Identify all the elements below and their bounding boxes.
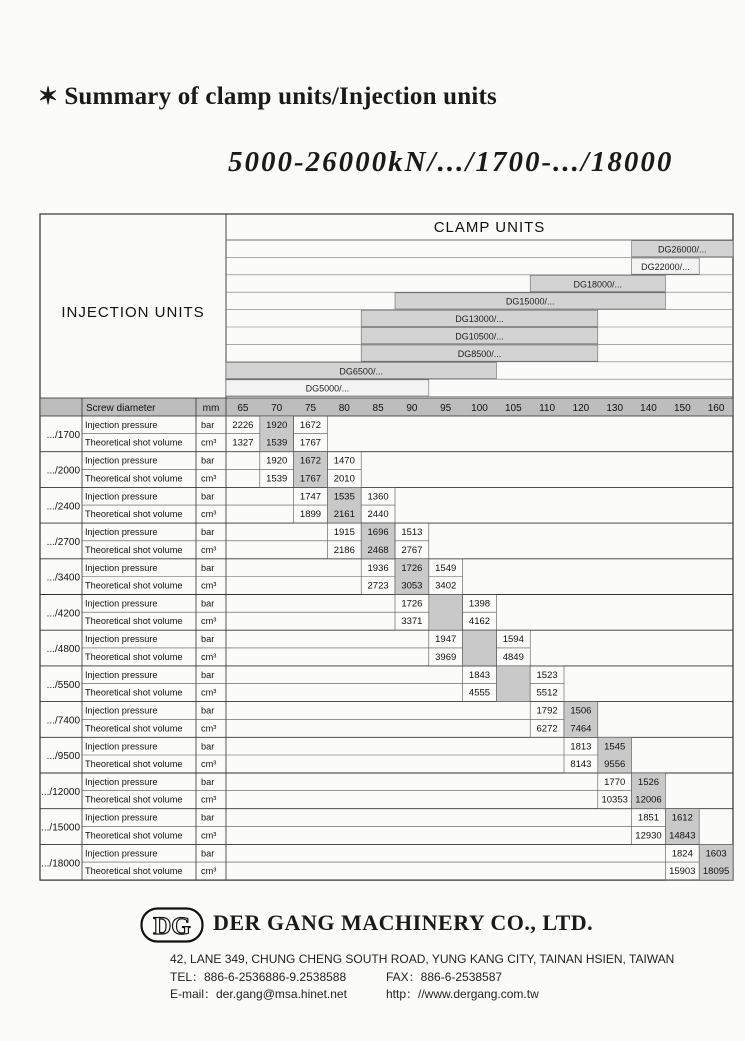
pressure-unit: bar — [201, 848, 215, 859]
diameter-header: 120 — [572, 403, 590, 414]
pressure-unit: bar — [201, 741, 215, 752]
volume-row-label: Theoretical shot volume — [85, 580, 183, 591]
volume-unit: cm³ — [201, 687, 217, 698]
volume-value: 3371 — [401, 616, 423, 628]
volume-row-label: Theoretical shot volume — [85, 616, 183, 627]
clamp-band-label: DG10500/... — [455, 331, 504, 342]
diameter-header: 80 — [338, 403, 350, 414]
injection-unit-label: .../5500 — [46, 679, 80, 691]
pressure-value: 2226 — [232, 420, 254, 431]
volume-value: 1767 — [299, 473, 322, 485]
clamp-band-label: DG15000/... — [505, 296, 555, 307]
pressure-unit: bar — [201, 491, 215, 502]
pressure-row-label: Injection pressure — [85, 812, 158, 823]
pressure-row-label: Injection pressure — [85, 741, 158, 752]
volume-row-label: Theoretical shot volume — [85, 723, 183, 734]
pressure-unit: bar — [201, 420, 215, 430]
pressure-value: 1535 — [333, 491, 355, 503]
pressure-value: 1747 — [299, 491, 322, 503]
pressure-row-label: Injection pressure — [85, 634, 158, 645]
injection-unit-label: .../4200 — [46, 608, 80, 620]
volume-value: 2161 — [333, 509, 355, 521]
injection-unit-label: .../15000 — [41, 822, 80, 834]
pressure-unit: bar — [201, 669, 215, 680]
pressure-row-label: Injection pressure — [85, 420, 158, 430]
volume-value: 4849 — [502, 651, 524, 663]
pressure-row-label: Injection pressure — [85, 562, 158, 573]
clamp-band-label: DG22000/... — [641, 261, 690, 272]
pressure-value: 1526 — [637, 777, 660, 788]
pressure-unit: bar — [201, 705, 215, 716]
volume-unit: cm³ — [201, 509, 217, 520]
clamp-band-label: DG5000/... — [305, 383, 350, 394]
volume-value: 2440 — [367, 509, 389, 521]
volume-value: 2468 — [367, 544, 389, 556]
pressure-value: 1470 — [333, 455, 355, 467]
pressure-value: 1726 — [401, 562, 423, 574]
pressure-value: 1851 — [637, 812, 660, 824]
value-cell — [429, 595, 463, 631]
volume-value: 2010 — [333, 473, 355, 485]
pressure-value: 1726 — [401, 598, 423, 610]
volume-value: 12930 — [635, 830, 662, 842]
clamp-band-label: DG13000/... — [455, 314, 504, 325]
volume-unit: cm³ — [201, 651, 217, 662]
volume-row-label: Theoretical shot volume — [85, 866, 183, 877]
volume-row-label: Theoretical shot volume — [85, 794, 183, 805]
diameter-header: 140 — [640, 403, 657, 414]
volume-value: 6272 — [536, 723, 558, 735]
diameter-header: 75 — [304, 403, 317, 414]
pressure-row-label: Injection pressure — [85, 848, 158, 859]
volume-row-label: Theoretical shot volume — [85, 759, 183, 769]
volume-value: 3969 — [435, 651, 457, 663]
volume-row-label: Theoretical shot volume — [85, 473, 183, 484]
pressure-row-label: Injection pressure — [85, 455, 158, 466]
volume-unit: cm³ — [201, 723, 217, 734]
pressure-value: 1398 — [468, 598, 491, 610]
diameter-header: 150 — [673, 403, 691, 414]
clamp-band-label: DG18000/... — [573, 279, 623, 290]
diameter-header: 100 — [471, 403, 488, 414]
diameter-header: 160 — [707, 403, 725, 414]
pressure-value: 1920 — [266, 420, 288, 431]
pressure-row-label: Injection pressure — [85, 598, 158, 609]
page-title-text: Summary of clamp units/Injection units — [64, 83, 497, 110]
diameter-header: 65 — [237, 403, 249, 414]
volume-value: 2723 — [367, 580, 389, 592]
volume-unit: cm³ — [201, 437, 217, 448]
pressure-unit: bar — [201, 527, 215, 538]
pressure-row-label: Injection pressure — [85, 705, 158, 716]
pressure-row-label: Injection pressure — [85, 491, 158, 502]
injection-unit-label: .../2400 — [46, 501, 80, 513]
volume-unit: cm³ — [201, 580, 217, 591]
volume-value: 1767 — [299, 437, 322, 449]
mm-label: mm — [202, 403, 220, 414]
volume-unit: cm³ — [201, 544, 217, 555]
volume-value: 2186 — [333, 544, 355, 556]
clamp-band-label: DG6500/... — [339, 366, 383, 377]
svg-text:DG: DG — [153, 913, 191, 940]
injection-unit-label: .../3400 — [46, 572, 80, 584]
value-cell — [496, 666, 530, 702]
volume-value: 1899 — [299, 509, 322, 521]
pressure-value: 1672 — [299, 420, 322, 431]
diameter-header: 90 — [406, 403, 418, 414]
diameter-header: 85 — [372, 403, 384, 414]
volume-row-label: Theoretical shot volume — [85, 544, 183, 555]
volume-value: 15903 — [669, 866, 696, 878]
injection-unit-label: .../2000 — [46, 465, 80, 477]
injection-unit-label: .../1700 — [46, 429, 80, 441]
page-subtitle: 5000-26000kN/.../1700-.../18000 — [228, 146, 674, 178]
volume-unit: cm³ — [201, 616, 217, 627]
injection-unit-label: .../12000 — [41, 786, 80, 798]
pressure-value: 1696 — [367, 527, 389, 539]
volume-value: 18095 — [702, 866, 730, 878]
company-email: E-mail：der.gang@msa.hinet.net — [170, 987, 347, 1001]
volume-value: 5512 — [536, 687, 558, 699]
volume-value: 14843 — [669, 830, 696, 842]
volume-unit: cm³ — [201, 830, 217, 841]
volume-value: 7464 — [570, 723, 592, 735]
pressure-value: 1549 — [435, 562, 457, 574]
injection-unit-label: .../4800 — [46, 644, 80, 656]
volume-value: 4555 — [468, 687, 491, 699]
clamp-band-label: DG8500/... — [457, 348, 502, 359]
injection-unit-label: .../18000 — [41, 858, 80, 870]
injection-unit-label: .../2700 — [46, 536, 80, 548]
volume-value: 9556 — [604, 759, 626, 770]
pressure-value: 1915 — [333, 527, 355, 539]
pressure-value: 1843 — [468, 669, 491, 681]
pressure-unit: bar — [201, 777, 215, 787]
pressure-value: 1612 — [671, 812, 693, 824]
pressure-value: 1947 — [435, 634, 457, 646]
volume-unit: cm³ — [201, 759, 217, 769]
pressure-unit: bar — [201, 598, 215, 609]
clamp-units-header: CLAMP UNITS — [433, 219, 546, 236]
pressure-value: 1523 — [536, 669, 558, 681]
pressure-value: 1824 — [671, 848, 693, 860]
volume-value: 2767 — [401, 544, 423, 556]
volume-row-label: Theoretical shot volume — [85, 651, 183, 662]
pressure-unit: bar — [201, 812, 215, 823]
pressure-row-label: Injection pressure — [85, 669, 158, 680]
volume-value: 3402 — [435, 580, 457, 592]
volume-value: 1539 — [266, 473, 288, 485]
volume-value: 4162 — [468, 616, 491, 628]
volume-value: 1539 — [266, 437, 288, 449]
diameter-header: 110 — [539, 403, 556, 414]
company-name: DER GANG MACHINERY CO., LTD. — [213, 910, 594, 935]
volume-unit: cm³ — [201, 473, 217, 484]
pressure-value: 1936 — [367, 562, 389, 574]
company-logo — [140, 907, 204, 943]
pressure-value: 1770 — [604, 777, 626, 788]
value-cell — [463, 630, 497, 666]
volume-value: 12006 — [635, 794, 662, 806]
clamp-band-label: DG26000/... — [658, 244, 707, 255]
pressure-unit: bar — [201, 562, 215, 573]
pressure-unit: bar — [201, 634, 215, 645]
pressure-value: 1672 — [299, 455, 322, 467]
diameter-header: 130 — [606, 403, 624, 414]
injection-unit-label: .../9500 — [46, 751, 80, 763]
volume-unit: cm³ — [201, 866, 217, 877]
volume-value: 10353 — [601, 794, 628, 806]
pressure-value: 1513 — [401, 527, 423, 539]
pressure-value: 1603 — [705, 848, 727, 860]
pressure-value: 1920 — [266, 455, 288, 467]
company-address: 42, LANE 349, CHUNG CHENG SOUTH ROAD, YUNG KANG CITY, TAINAN HSIEN, TAIWAN — [170, 952, 675, 966]
volume-value: 1327 — [232, 437, 254, 449]
volume-unit: cm³ — [201, 794, 217, 805]
diameter-header: 95 — [440, 403, 452, 414]
screw-diameter-label: Screw diameter — [86, 403, 156, 414]
pressure-value: 1506 — [570, 705, 592, 717]
injection-unit-label: .../7400 — [46, 715, 80, 727]
company-tel: TEL：886-6-2536886-9.2538588 — [170, 970, 347, 984]
star-icon: ✶ — [38, 84, 59, 110]
injection-units-header: INJECTION UNITS — [61, 304, 205, 321]
company-website[interactable]: http：//www.dergang.com.tw — [386, 987, 539, 1001]
volume-value: 8143 — [570, 759, 592, 770]
volume-row-label: Theoretical shot volume — [85, 509, 183, 520]
volume-row-label: Theoretical shot volume — [85, 830, 183, 841]
diameter-header: 70 — [271, 403, 283, 414]
pressure-row-label: Injection pressure — [85, 527, 158, 538]
volume-row-label: Theoretical shot volume — [85, 687, 183, 698]
pressure-value: 1594 — [502, 634, 524, 646]
pressure-value: 1813 — [570, 741, 592, 753]
diameter-header: 105 — [504, 403, 522, 414]
pressure-value: 1545 — [604, 741, 626, 753]
pressure-value: 1792 — [536, 705, 558, 717]
pressure-value: 1360 — [367, 491, 389, 503]
volume-row-label: Theoretical shot volume — [85, 437, 183, 448]
company-fax: FAX：886-6-2538587 — [386, 970, 503, 984]
volume-value: 3053 — [401, 580, 423, 592]
pressure-row-label: Injection pressure — [85, 777, 158, 787]
pressure-unit: bar — [201, 455, 215, 466]
